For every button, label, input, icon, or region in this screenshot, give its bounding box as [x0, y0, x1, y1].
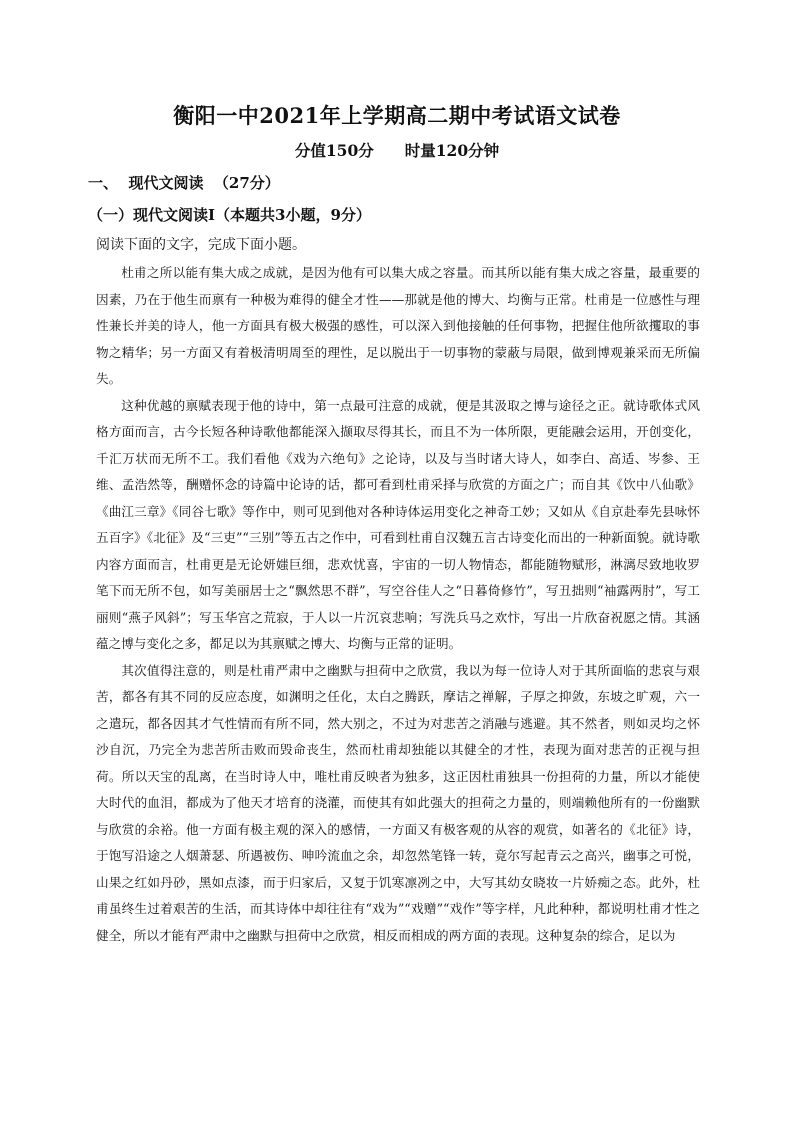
score-time-line: 分值150分 时量120分钟 [294, 141, 500, 160]
passage-paragraph-1: 杜甫之所以能有集大成之成就，是因为他有可以集大成之容量。而其所以能有集大成之容量，最重要的因素，乃在于他生而禀有一种极为难得的健全才性——那就是他的博大、均衡与正常。杜甫是一位感性与理性兼长并美的诗人，他一方面具有极大极强的感性，可以深入到他接触的任何事物，把握住他所欲攫取的事物之精华；另一方面又有着极清明周至的理性，足以脱出于一切事物的蒙蔽与局限，做到博观兼采而无所偏失。 [96, 265, 700, 386]
exam-title: 衡阳一中2021年上学期高二期中考试语文试卷 [173, 103, 621, 128]
section-heading-modern-reading: 一、 现代文阅读 （27分） [88, 174, 280, 192]
reading-instruction: 阅读下面的文字，完成下面小题。 [96, 237, 306, 253]
reading-passage [96, 260, 700, 949]
subsection-heading-reading-1: （一）现代文阅读Ⅰ（本题共3小题，9分） [88, 206, 371, 224]
passage-paragraph-2: 这种优越的禀赋表现于他的诗中，第一点最可注意的成就，便是其汲取之博与途径之正。就诗歌体式风格方面而言，古今长短各种诗歌他都能深入撷取尽得其长，而且不为一体所限，更能融会运用，开创变化，千汇万状而无所不工。我们看他《戏为六绝句》之论诗，以及与当时诸大诗人，如李白、高适、岑参、王维、孟浩然等，酬赠怀念的诗篇中论诗的话，都可看到杜甫采择与欣赏的方面之广；而自其《饮中八仙歌》《曲江三章》《同谷七歌》等作中，则可见到他对各种诗体运用变化之神奇工妙；又如从《自京赴奉先县咏怀五百字》《北征》及“三吏”“三别”等五古之作中，可看到杜甫自汉魏五言古诗变化而出的一种新面貌。就诗歌内容方面而言，杜甫更是无论妍媸巨细，悲欢忧喜，宇宙的一切人物情态，都能随物赋形，淋漓尽致地收罗笔下而无所不包，如写美丽居士之“飘然思不群”，写空谷佳人之“日暮倚修竹”，写丑拙则“袖露两肘”，写工丽则“燕子风斜”；写玉华宫之荒寂，于人以一片沉哀悲响；写洗兵马之欢忭，写出一片欣奋祝愿之情。其涵蕴之博与变化之多，都足以为其禀赋之博大、均衡与正常的证明。 [96, 397, 700, 651]
passage-paragraph-3: 其次值得注意的，则是杜甫严肃中之幽默与担荷中之欣赏，我以为每一位诗人对于其所面临的悲哀与艰苦，都各有其不同的反应态度，如渊明之任化，太白之腾跃，摩诘之禅解，子厚之抑敛，东坡之旷观，六一之遣玩，都各因其才气性情而有所不同，然大别之，不过为对悲苦之消融与逃避。其不然者，则如灵均之怀沙自沉，乃完全为悲苦所击败而毁命丧生，然而杜甫却独能以其健全的才性，表现为面对悲苦的正视与担荷。所以天宝的乱离，在当时诗人中，唯杜甫反映者为独多，这正因杜甫独具一份担荷的力量，所以才能使大时代的血泪，都成为了他天才培育的浇灌，而使其有如此强大的担荷之力量的，则端赖他所有的一份幽默与欣赏的余裕。他一方面有极主观的深入的感情，一方面又有极客观的从容的观赏，如著名的《北征》诗，于饱写沿途之人烟萧瑟、所遇被伤、呻吟流血之余，却忽然笔锋一转，竟尔写起青云之高兴，幽事之可悦，山果之红如丹砂，黑如点漆，而于归家后，又复于饥寒凛冽之中，大写其幼女晓妆一片娇痴之态。此外，杜甫虽终生过着艰苦的生活，而其诗体中却往往有“戏为”“戏赠”“戏作”等字样，凡此种种，都说明杜甫才性之健全，所以才能有严肃中之幽默与担荷中之欣赏，相反而相成的两方面的表现。这种复杂的综合，足以为 [96, 662, 700, 943]
